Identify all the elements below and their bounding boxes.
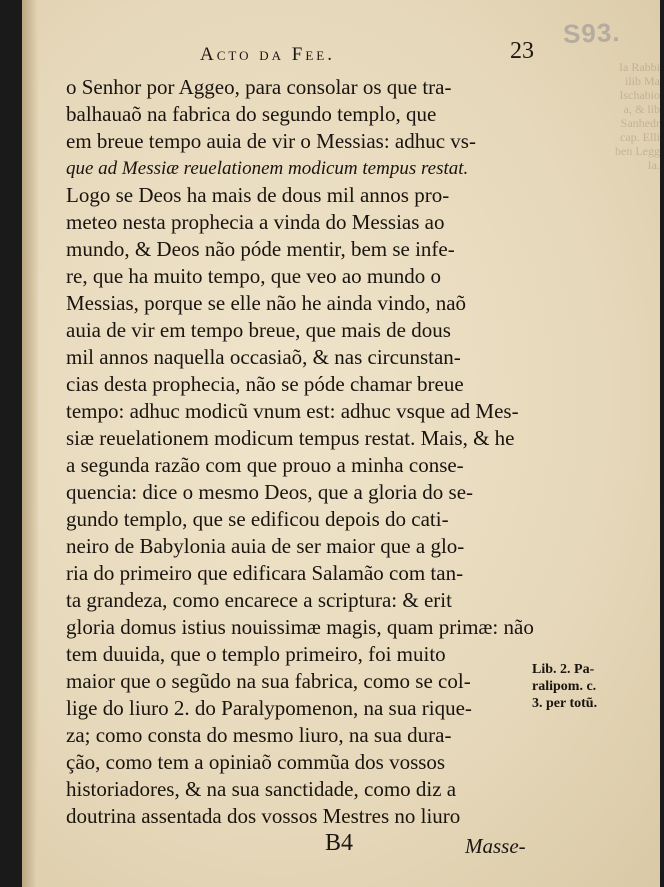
margin-note-line: ralipom. c. xyxy=(532,679,597,694)
text-line: lige do liuro 2. do Paralypomenon, na sua rique- xyxy=(66,696,472,720)
text-line: cias desta prophecia, não se póde chamar breue xyxy=(66,372,464,396)
text-line: re, que ha muito tempo, que veo ao mundo o xyxy=(66,264,441,288)
margin-note xyxy=(532,661,632,712)
text-line: ria do primeiro que edificara Salamão com tan- xyxy=(66,561,464,585)
text-line: balhauaõ na fabrica do segundo templo, que xyxy=(66,102,437,126)
text-line: ta grandeza, como encarece a scriptura: & erit xyxy=(66,588,452,612)
bleed-line: Ischabio xyxy=(619,88,660,102)
text-line: Logo se Deos ha mais de dous mil annos pro- xyxy=(66,183,450,207)
page-number: 23 xyxy=(510,38,534,64)
body-text xyxy=(66,74,536,830)
bleed-line: Ia. xyxy=(647,158,660,172)
text-line: maior que o segũdo na sua fabrica, como se col- xyxy=(66,669,471,693)
text-line: siæ reuelationem modicum tempus restat. Mais, & he xyxy=(66,426,515,450)
margin-note-line: Lib. 2. Pa- xyxy=(532,662,595,677)
library-stamp: S93. xyxy=(562,17,621,49)
text-line: neiro de Babylonia auia de ser maior que a glo- xyxy=(66,534,465,558)
text-line: que ad Messiæ reuelationem modicum tempus restat. xyxy=(66,158,469,179)
bleed-line: ilib Ma xyxy=(625,74,660,88)
text-line: gloria domus istius nouissimæ magis, quam primæ: não xyxy=(66,615,534,639)
text-line: doutrina assentada dos vossos Mestres no liuro xyxy=(66,804,461,828)
bleed-line: Sanhedr xyxy=(620,116,660,130)
text-line: mil annos naquella occasiaõ, & nas circunstan- xyxy=(66,345,461,369)
bleed-line: Ia Rabbi xyxy=(619,60,660,74)
signature-mark: B4 xyxy=(325,830,354,856)
text-line: em breue tempo auia de vir o Messias: adhuc vs- xyxy=(66,129,476,153)
bleed-line: a, & lib xyxy=(623,102,660,116)
text-line: ção, como tem a opiniaõ commũa dos vossos xyxy=(66,750,446,774)
page-gutter-shadow xyxy=(22,0,38,887)
text-line: historiadores, & na sua sanctidade, como diz a xyxy=(66,777,457,801)
text-line: quencia: dice o mesmo Deos, que a gloria do se- xyxy=(66,480,474,504)
text-line: o Senhor por Aggeo, para consolar os que tra- xyxy=(66,75,452,99)
bleed-through-text xyxy=(590,60,660,300)
bleed-line: cap. Elli xyxy=(620,130,660,144)
bleed-line: ben Legg xyxy=(615,144,660,158)
text-line: tem duuida, que o templo primeiro, foi muito xyxy=(66,642,446,666)
text-line: a segunda razão com que prouo a minha conse- xyxy=(66,453,464,477)
running-head: Acto da Fee. xyxy=(200,44,335,65)
text-line: tempo: adhuc modicũ vnum est: adhuc vsque ad Mes- xyxy=(66,399,519,423)
text-line: gundo templo, que se edificou depois do cati- xyxy=(66,507,449,531)
text-line: Messias, porque se elle não he ainda vindo, naõ xyxy=(66,291,467,315)
catchword: Masse- xyxy=(465,834,526,858)
text-line: auia de vir em tempo breue, que mais de dous xyxy=(66,318,451,342)
text-line: za; como consta do mesmo liuro, na sua dura- xyxy=(66,723,452,747)
text-line: mundo, & Deos não póde mentir, bem se infe- xyxy=(66,237,455,261)
text-line: meteo nesta prophecia a vinda do Messias ao xyxy=(66,210,445,234)
margin-note-line: 3. per totũ. xyxy=(532,696,598,711)
